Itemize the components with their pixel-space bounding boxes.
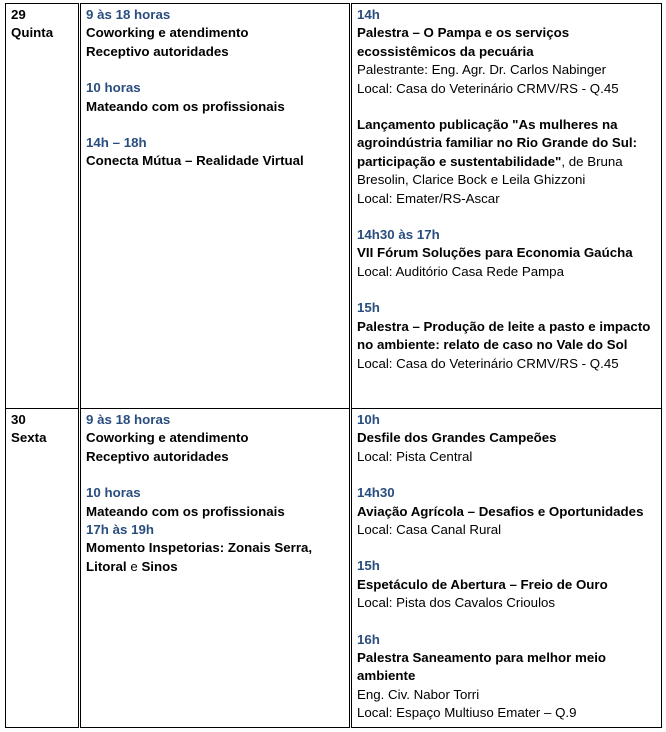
schedule-table xyxy=(5,3,662,728)
event-detail: Local: Espaço Multiuso Emater – Q.9 xyxy=(357,705,577,721)
schedule-row-30 xyxy=(6,409,662,728)
event-title-rich xyxy=(86,558,345,576)
event-detail: Palestrante: Eng. Agr. Dr. Carlos Nabinger xyxy=(357,62,607,78)
day-cell xyxy=(6,409,80,728)
event-title: Palestra – Produção de leite a pasto e impacto no ambiente: relato de caso no Vale do Sol xyxy=(357,318,651,353)
event-title: Receptivo autoridades xyxy=(86,43,229,59)
event-title: Espetáculo de Abertura – Freio de Ouro xyxy=(357,576,608,592)
event-detail: Local: Pista Central xyxy=(357,448,473,464)
event-time: 10 horas xyxy=(86,80,141,96)
general-activities-cell xyxy=(80,409,351,728)
event-title-part: e xyxy=(126,558,142,574)
event-time: 17h às 19h xyxy=(86,522,155,538)
program-cell xyxy=(351,4,662,409)
event-title: Momento Inspetorias: Zonais Serra, xyxy=(86,540,313,556)
event-detail: Local: Casa do Veterinário CRMV/RS - Q.45 xyxy=(357,355,619,371)
event-title-part: Sinos xyxy=(141,558,178,574)
schedule-row-29 xyxy=(6,4,662,409)
day-cell xyxy=(6,4,80,409)
general-activities-cell xyxy=(80,4,351,409)
event-title: Mateando com os profissionais xyxy=(86,503,285,519)
event-detail: Local: Casa do Veterinário CRMV/RS - Q.45 xyxy=(357,80,619,96)
day-number: 30 xyxy=(11,412,26,427)
event-time: 14h xyxy=(357,7,380,22)
event-detail: Local: Casa Canal Rural xyxy=(357,522,502,538)
day-name: Sexta xyxy=(11,430,47,446)
day-number: 29 xyxy=(11,7,26,22)
event-title: Palestra – O Pampa e os serviços ecossistêmicos da pecuária xyxy=(357,25,570,59)
event-time: 10h xyxy=(357,412,380,427)
event-time: 14h30 xyxy=(357,485,395,501)
event-title: Conecta Mútua – Realidade Virtual xyxy=(86,153,304,169)
event-title: Receptivo autoridades xyxy=(86,448,229,464)
event-time: 14h30 às 17h xyxy=(357,227,440,243)
event-title-rich xyxy=(357,116,657,190)
event-time: 16h xyxy=(357,631,380,647)
event-time: 9 às 18 horas xyxy=(86,412,171,427)
event-title: Mateando com os profissionais xyxy=(86,98,285,114)
event-title: Coworking e atendimento xyxy=(86,430,249,446)
event-time: 9 às 18 horas xyxy=(86,7,171,22)
event-title: Desfile dos Grandes Campeões xyxy=(357,430,557,446)
event-detail: Local: Auditório Casa Rede Pampa xyxy=(357,263,564,279)
event-time: 15h xyxy=(357,300,380,316)
event-title: Lançamento publicação "As mulheres na agroindústria familiar no Rio Grande do Sul: participação e sustentabilidade" xyxy=(357,117,638,169)
event-time: 14h – 18h xyxy=(86,135,147,151)
event-title: Aviação Agrícola – Desafios e Oportunidades xyxy=(357,503,644,519)
event-time: 15h xyxy=(357,558,380,574)
event-detail: Eng. Civ. Nabor Torri xyxy=(357,686,480,702)
event-detail: Local: Emater/RS-Ascar xyxy=(357,190,500,206)
event-detail: Local: Pista dos Cavalos Crioulos xyxy=(357,595,556,611)
event-title: VII Fórum Soluções para Economia Gaúcha xyxy=(357,245,633,261)
event-title: Coworking e atendimento xyxy=(86,25,249,41)
event-title: Palestra Saneamento para melhor meio ambiente xyxy=(357,650,607,684)
event-time: 10 horas xyxy=(86,485,141,501)
program-cell xyxy=(351,409,662,728)
day-name: Quinta xyxy=(11,25,54,41)
event-title-part: Litoral xyxy=(86,558,127,574)
event-authors: , de Bruna Bresolin, Clarice Bock e Leila Ghizzoni xyxy=(357,153,623,188)
